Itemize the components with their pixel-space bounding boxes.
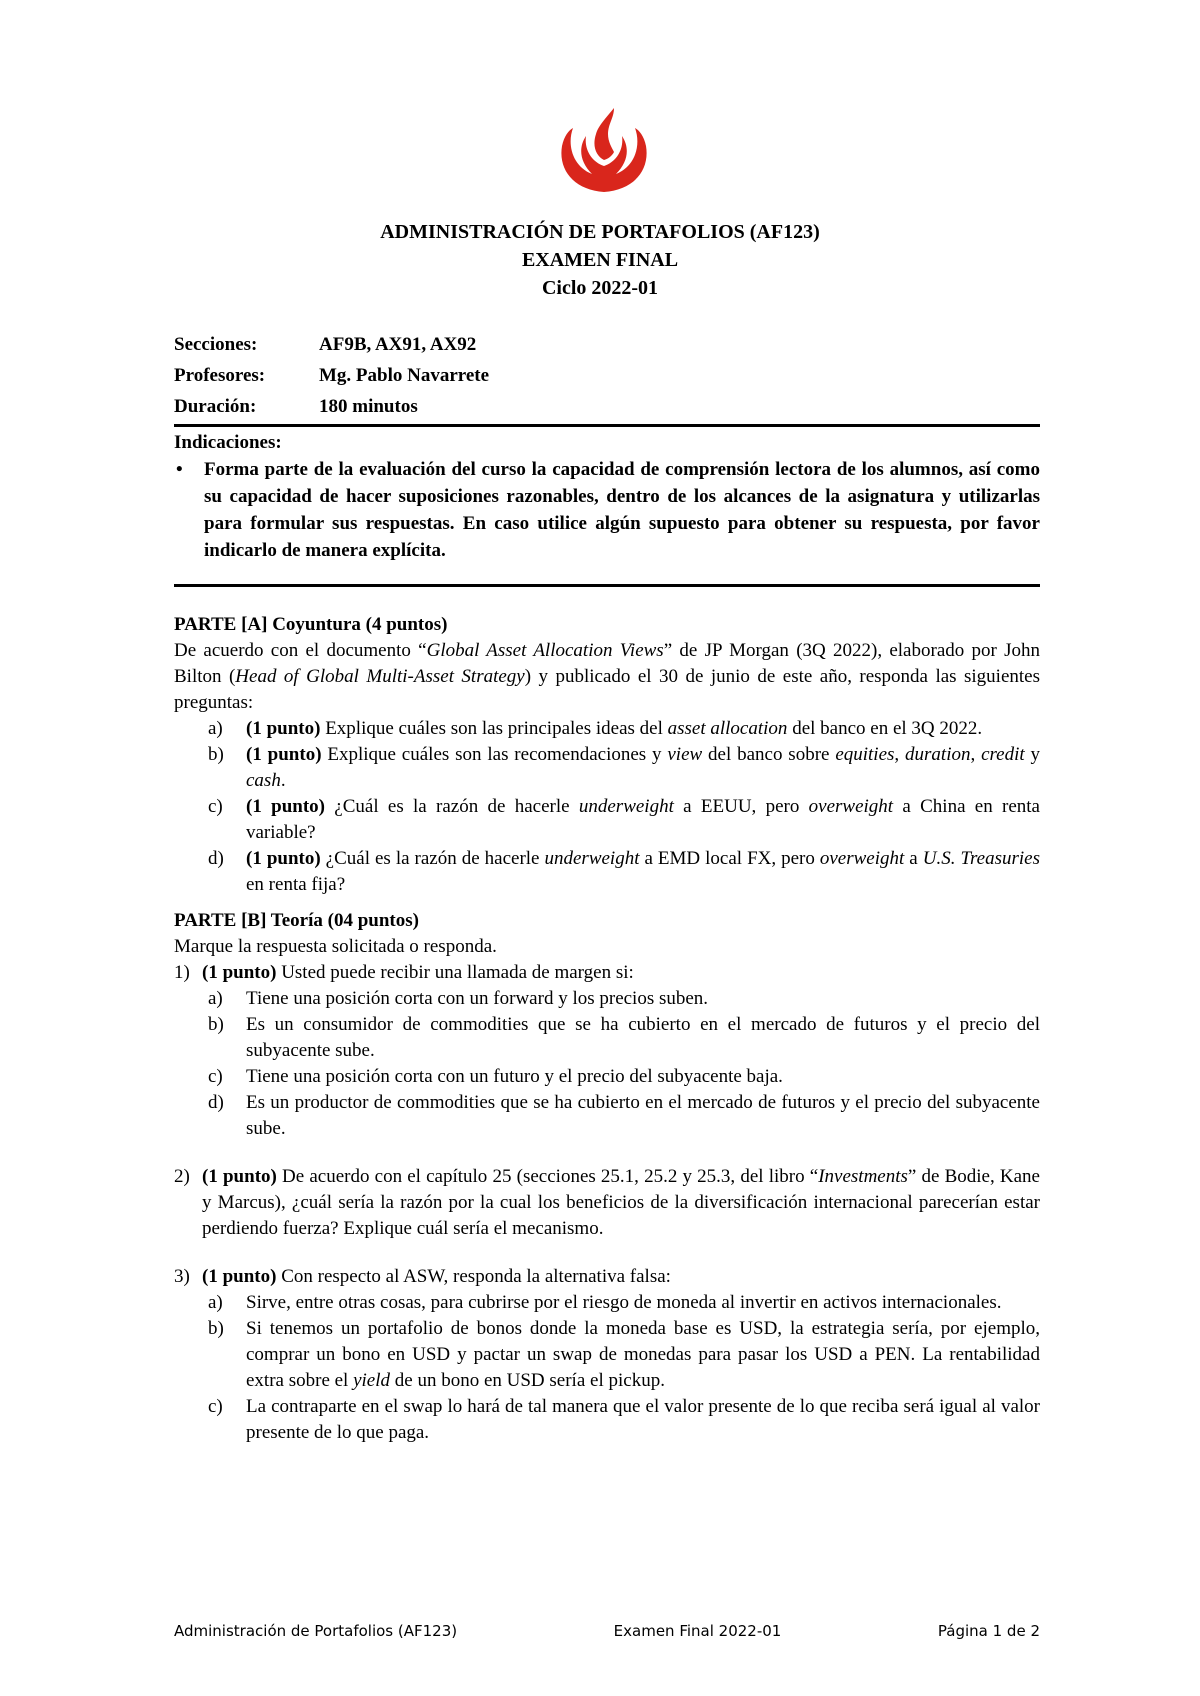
footer-course: Administración de Portafolios (AF123)	[174, 1622, 458, 1640]
secciones-value: AF9B, AX91, AX92	[319, 334, 477, 355]
exam-cycle: Ciclo 2022-01	[541, 277, 659, 299]
info-row-secciones	[174, 332, 489, 363]
university-logo	[556, 104, 652, 194]
parte-b-title: PARTE [B] Teoría (04 puntos)	[174, 910, 419, 931]
footer-exam: Examen Final 2022-01	[613, 1622, 782, 1640]
bullet-icon: •	[176, 459, 183, 480]
secciones-label: Secciones:	[174, 334, 258, 355]
parte-a-title: PARTE [A] Coyuntura (4 puntos)	[174, 614, 448, 635]
profesores-value: Mg. Pablo Navarrete	[319, 365, 490, 386]
q3-option-a: a) Sirve, entre otras cosas, para cubrirse por el riesgo de moneda al invertir en activos internacionales.	[208, 1292, 1002, 1313]
parte-a-question-c: c) (1 punto) ¿Cuál es la razón de hacerle underweight a EEUU, pero overweight a China en renta variable?	[208, 796, 1040, 843]
q3-option-b: b) Si tenemos un portafolio de bonos donde la moneda base es USD, la estrategia sería, por ejemplo, comprar un bono en USD y pactar un swap de monedas para pasar los USD a PEN. La rentabilidad extra sobre el yield de un bono en USD sería el pickup.	[208, 1318, 1040, 1391]
info-row-profesores	[174, 363, 489, 394]
footer-page-number: Página 1 de 2	[937, 1622, 1040, 1640]
indicaciones-label: Indicaciones:	[174, 432, 282, 453]
parte-a-question-a: a) (1 punto) Explique cuáles son las principales ideas del asset allocation del banco en el 3Q 2022.	[208, 718, 983, 739]
parte-b-question-2: 2) (1 punto) De acuerdo con el capítulo 25 (secciones 25.1, 25.2 y 25.3, del libro “Investments” de Bodie, Kane y Marcus), ¿cuál sería la razón por la cual los beneficios de la diversificación internacional parecerían estar perdiendo fuerza? Explique cuál sería el mecanismo.	[174, 1166, 1040, 1239]
duracion-value: 180 minutos	[319, 396, 418, 417]
parte-b-question-1: 1) (1 punto) Usted puede recibir una llamada de margen si:	[174, 962, 634, 983]
info-row-duracion	[174, 394, 489, 425]
parte-a-question-d: d) (1 punto) ¿Cuál es la razón de hacerle underweight a EMD local FX, pero overweight a U.S. Treasuries en renta fija?	[208, 848, 1041, 895]
indicaciones-text: Forma parte de la evaluación del curso la capacidad de comprensión lectora de los alumnos, así como su capacidad de hacer suposiciones razonables, dentro de los alcances de la asignatura y utilizarlas para formular sus respuestas. En caso utilice algún supuesto para obtener su respuesta, por favor indicarlo de manera explícita.	[204, 459, 1040, 561]
page-footer	[174, 1618, 1040, 1644]
exam-info	[174, 332, 489, 425]
bottom-divider	[174, 584, 1040, 587]
parte-b-intro: Marque la respuesta solicitada o responda.	[174, 936, 497, 957]
exam-subtitle: EXAMEN FINAL	[521, 249, 679, 271]
exam-content	[174, 612, 1040, 1446]
exam-header	[0, 218, 1200, 302]
parte-a-intro: De acuerdo con el documento “Global Asset Allocation Views” de JP Morgan (3Q 2022), elaborado por John Bilton (Head of Global Multi-Asset Strategy) y publicado el 30 de junio de este año, responda las siguientes preguntas:	[174, 640, 1040, 713]
profesores-label: Profesores:	[174, 365, 266, 386]
duracion-label: Duración:	[174, 396, 257, 417]
parte-b-question-3: 3) (1 punto) Con respecto al ASW, responda la alternativa falsa:	[174, 1266, 671, 1287]
q1-option-d: d) Es un productor de commodities que se ha cubierto en el mercado de futuros y el precio del subyacente sube.	[208, 1092, 1040, 1139]
indicaciones-bullet	[174, 456, 1040, 564]
q3-option-c: c) La contraparte en el swap lo hará de tal manera que el valor presente de lo que reciba será igual al valor presente de lo que paga.	[208, 1396, 1040, 1443]
parte-a-question-b: b) (1 punto) Explique cuáles son las recomendaciones y view del banco sobre equities, duration, credit y cash.	[208, 744, 1041, 791]
q1-option-b: b) Es un consumidor de commodities que se ha cubierto en el mercado de futuros y el precio del subyacente sube.	[208, 1014, 1040, 1061]
exam-title: ADMINISTRACIÓN DE PORTAFOLIOS (AF123)	[380, 221, 820, 243]
q1-option-c: c) Tiene una posición corta con un futuro y el precio del subyacente baja.	[208, 1066, 783, 1087]
indicaciones	[174, 430, 1040, 564]
top-divider	[174, 424, 1040, 427]
q1-option-a: a) Tiene una posición corta con un forward y los precios suben.	[208, 988, 709, 1009]
